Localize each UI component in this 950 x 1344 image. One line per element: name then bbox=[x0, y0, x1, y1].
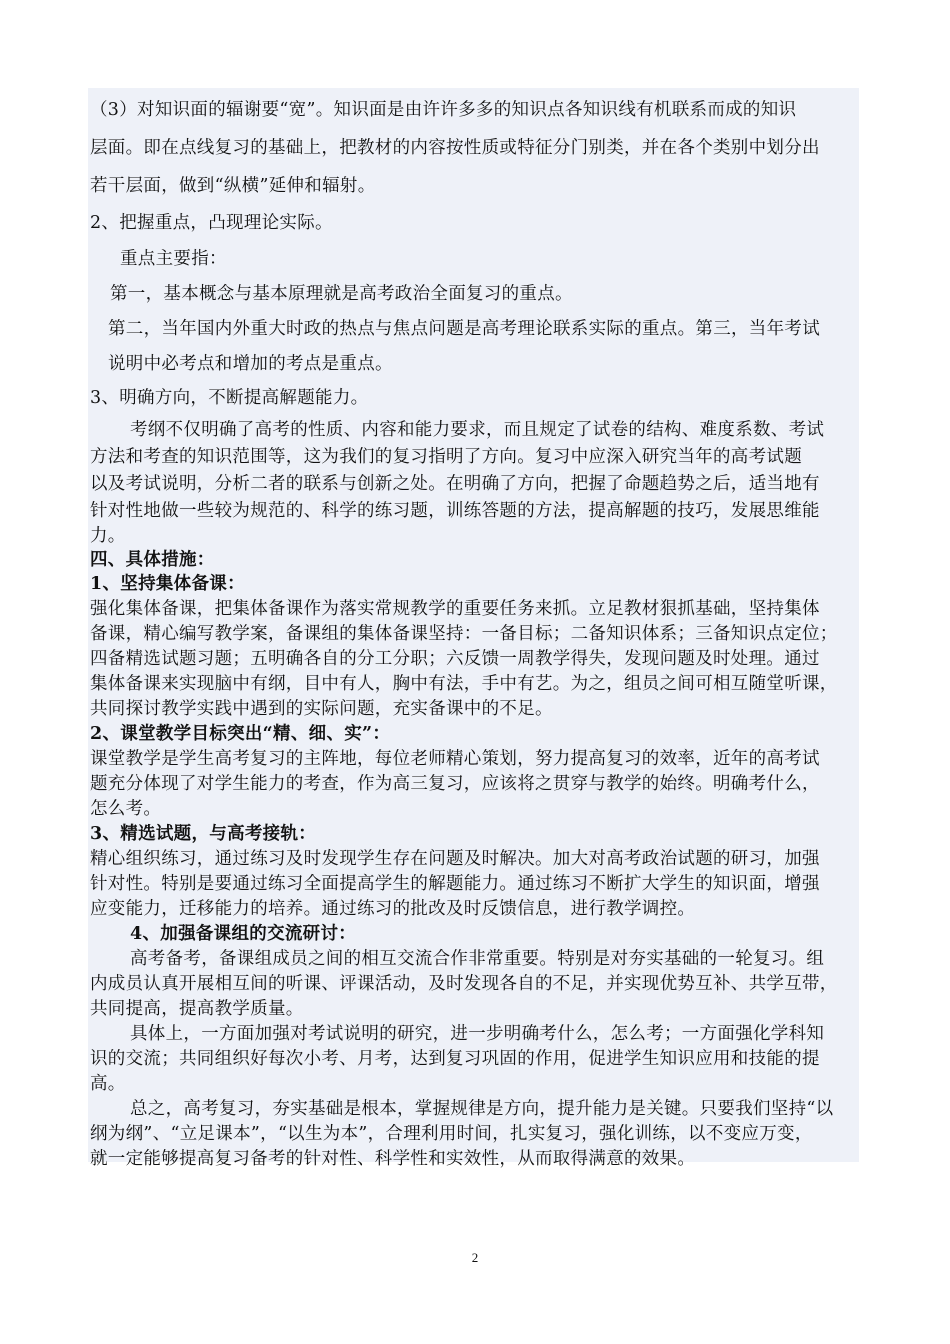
text-line: 集体备课来实现脑中有纲，目中有人，胸中有法，手中有艺。为之，组员之间可相互随堂听课， bbox=[90, 674, 838, 694]
subsection-heading: 3、精选试题，与高考接轨： bbox=[90, 824, 317, 844]
subsection-heading: 2、课堂教学目标突出“精、细、实”： bbox=[90, 724, 391, 744]
text-line: 力。 bbox=[90, 526, 126, 546]
text-line: 高考备考，备课组成员之间的相互交流合作非常重要。特别是对夯实基础的一轮复习。组 bbox=[130, 949, 825, 969]
text-line: 共同提高，提高教学质量。 bbox=[90, 999, 304, 1019]
section-heading: 3、明确方向，不断提高解题能力。 bbox=[90, 388, 369, 408]
text-line: 应变能力，迁移能力的培养。通过练习的批改及时反馈信息，进行教学调控。 bbox=[90, 899, 696, 919]
text-line: 重点主要指： bbox=[120, 249, 227, 269]
text-line: （3）对知识面的辐谢要“宽”。知识面是由许许多多的知识点各知识线有机联系而成的知识 bbox=[90, 100, 797, 120]
text-line: 总之，高考复习，夯实基础是根本，掌握规律是方向，提升能力是关键。只要我们坚持“以 bbox=[130, 1099, 834, 1119]
text-line: 针对性。特别是要通过练习全面提高学生的解题能力。通过练习不断扩大学生的知识面，增强 bbox=[90, 874, 820, 894]
text-line: 精心组织练习，通过练习及时发现学生存在问题及时解决。加大对高考政治试题的研习，加强 bbox=[90, 849, 820, 869]
text-line: 说明中必考点和增加的考点是重点。 bbox=[108, 354, 393, 374]
subsection-heading: 1、坚持集体备课： bbox=[90, 574, 245, 594]
text-line: 共同探讨教学实践中遇到的实际问题，充实备课中的不足。 bbox=[90, 699, 553, 719]
section-heading: 2、把握重点，凸现理论实际。 bbox=[90, 213, 333, 233]
text-line: 怎么考。 bbox=[90, 799, 162, 819]
text-line: 课堂教学是学生高考复习的主阵地，每位老师精心策划，努力提高复习的效率，近年的高考试 bbox=[90, 749, 820, 769]
text-line: 层面。即在点线复习的基础上，把教材的内容按性质或特征分门别类，并在各个类别中划分出 bbox=[90, 138, 820, 158]
text-line: 具体上，一方面加强对考试说明的研究，进一步明确考什么，怎么考；一方面强化学科知 bbox=[130, 1024, 825, 1044]
text-line: 就一定能够提高复习备考的针对性、科学性和实效性，从而取得满意的效果。 bbox=[90, 1149, 696, 1169]
text-line: 备课，精心编写教学案，备课组的集体备课坚持：一备目标；二备知识体系；三备知识点定位； bbox=[90, 624, 838, 644]
text-line: 题充分体现了对学生能力的考查，作为高三复习，应该将之贯穿与教学的始终。明确考什么， bbox=[90, 774, 820, 794]
text-line: 识的交流；共同组织好每次小考、月考，达到复习巩固的作用，促进学生知识应用和技能的提 bbox=[90, 1049, 820, 1069]
text-line: 强化集体备课，把集体备课作为落实常规教学的重要任务来抓。立足教材狠抓基础，坚持集体 bbox=[90, 599, 820, 619]
text-line: 第二，当年国内外重大时政的热点与焦点问题是高考理论联系实际的重点。第三，当年考试 bbox=[108, 319, 820, 339]
text-line: 纲为纲”、“立足课本”，“以生为本”，合理利用时间，扎实复习，强化训练，以不变应万变， bbox=[90, 1124, 813, 1144]
text-line: 以及考试说明，分析二者的联系与创新之处。在明确了方向，把握了命题趋势之后，适当地有 bbox=[90, 474, 820, 494]
subsection-heading: 4、加强备课组的交流研讨： bbox=[130, 924, 357, 944]
text-line: 考纲不仅明确了高考的性质、内容和能力要求，而且规定了试卷的结构、难度系数、考试 bbox=[130, 420, 825, 440]
text-line: 高。 bbox=[90, 1074, 126, 1094]
text-line: 第一，基本概念与基本原理就是高考政治全面复习的重点。 bbox=[110, 284, 573, 304]
section-heading: 四、具体措施： bbox=[90, 550, 215, 570]
text-line: 方法和考查的知识范围等，这为我们的复习指明了方向。复习中应深入研究当年的高考试题 bbox=[90, 447, 802, 467]
text-line: 若干层面，做到“纵横”延伸和辐射。 bbox=[90, 176, 376, 196]
text-line: 针对性地做一些较为规范的、科学的练习题，训练答题的方法，提高解题的技巧，发展思维能 bbox=[90, 501, 820, 521]
text-line: 内成员认真开展相互间的听课、评课活动，及时发现各自的不足，并实现优势互补、共学互带， bbox=[90, 974, 838, 994]
text-line: 四备精选试题习题；五明确各自的分工分职；六反馈一周教学得失，发现问题及时处理。通过 bbox=[90, 649, 820, 669]
page-number: 2 bbox=[471, 1250, 479, 1265]
